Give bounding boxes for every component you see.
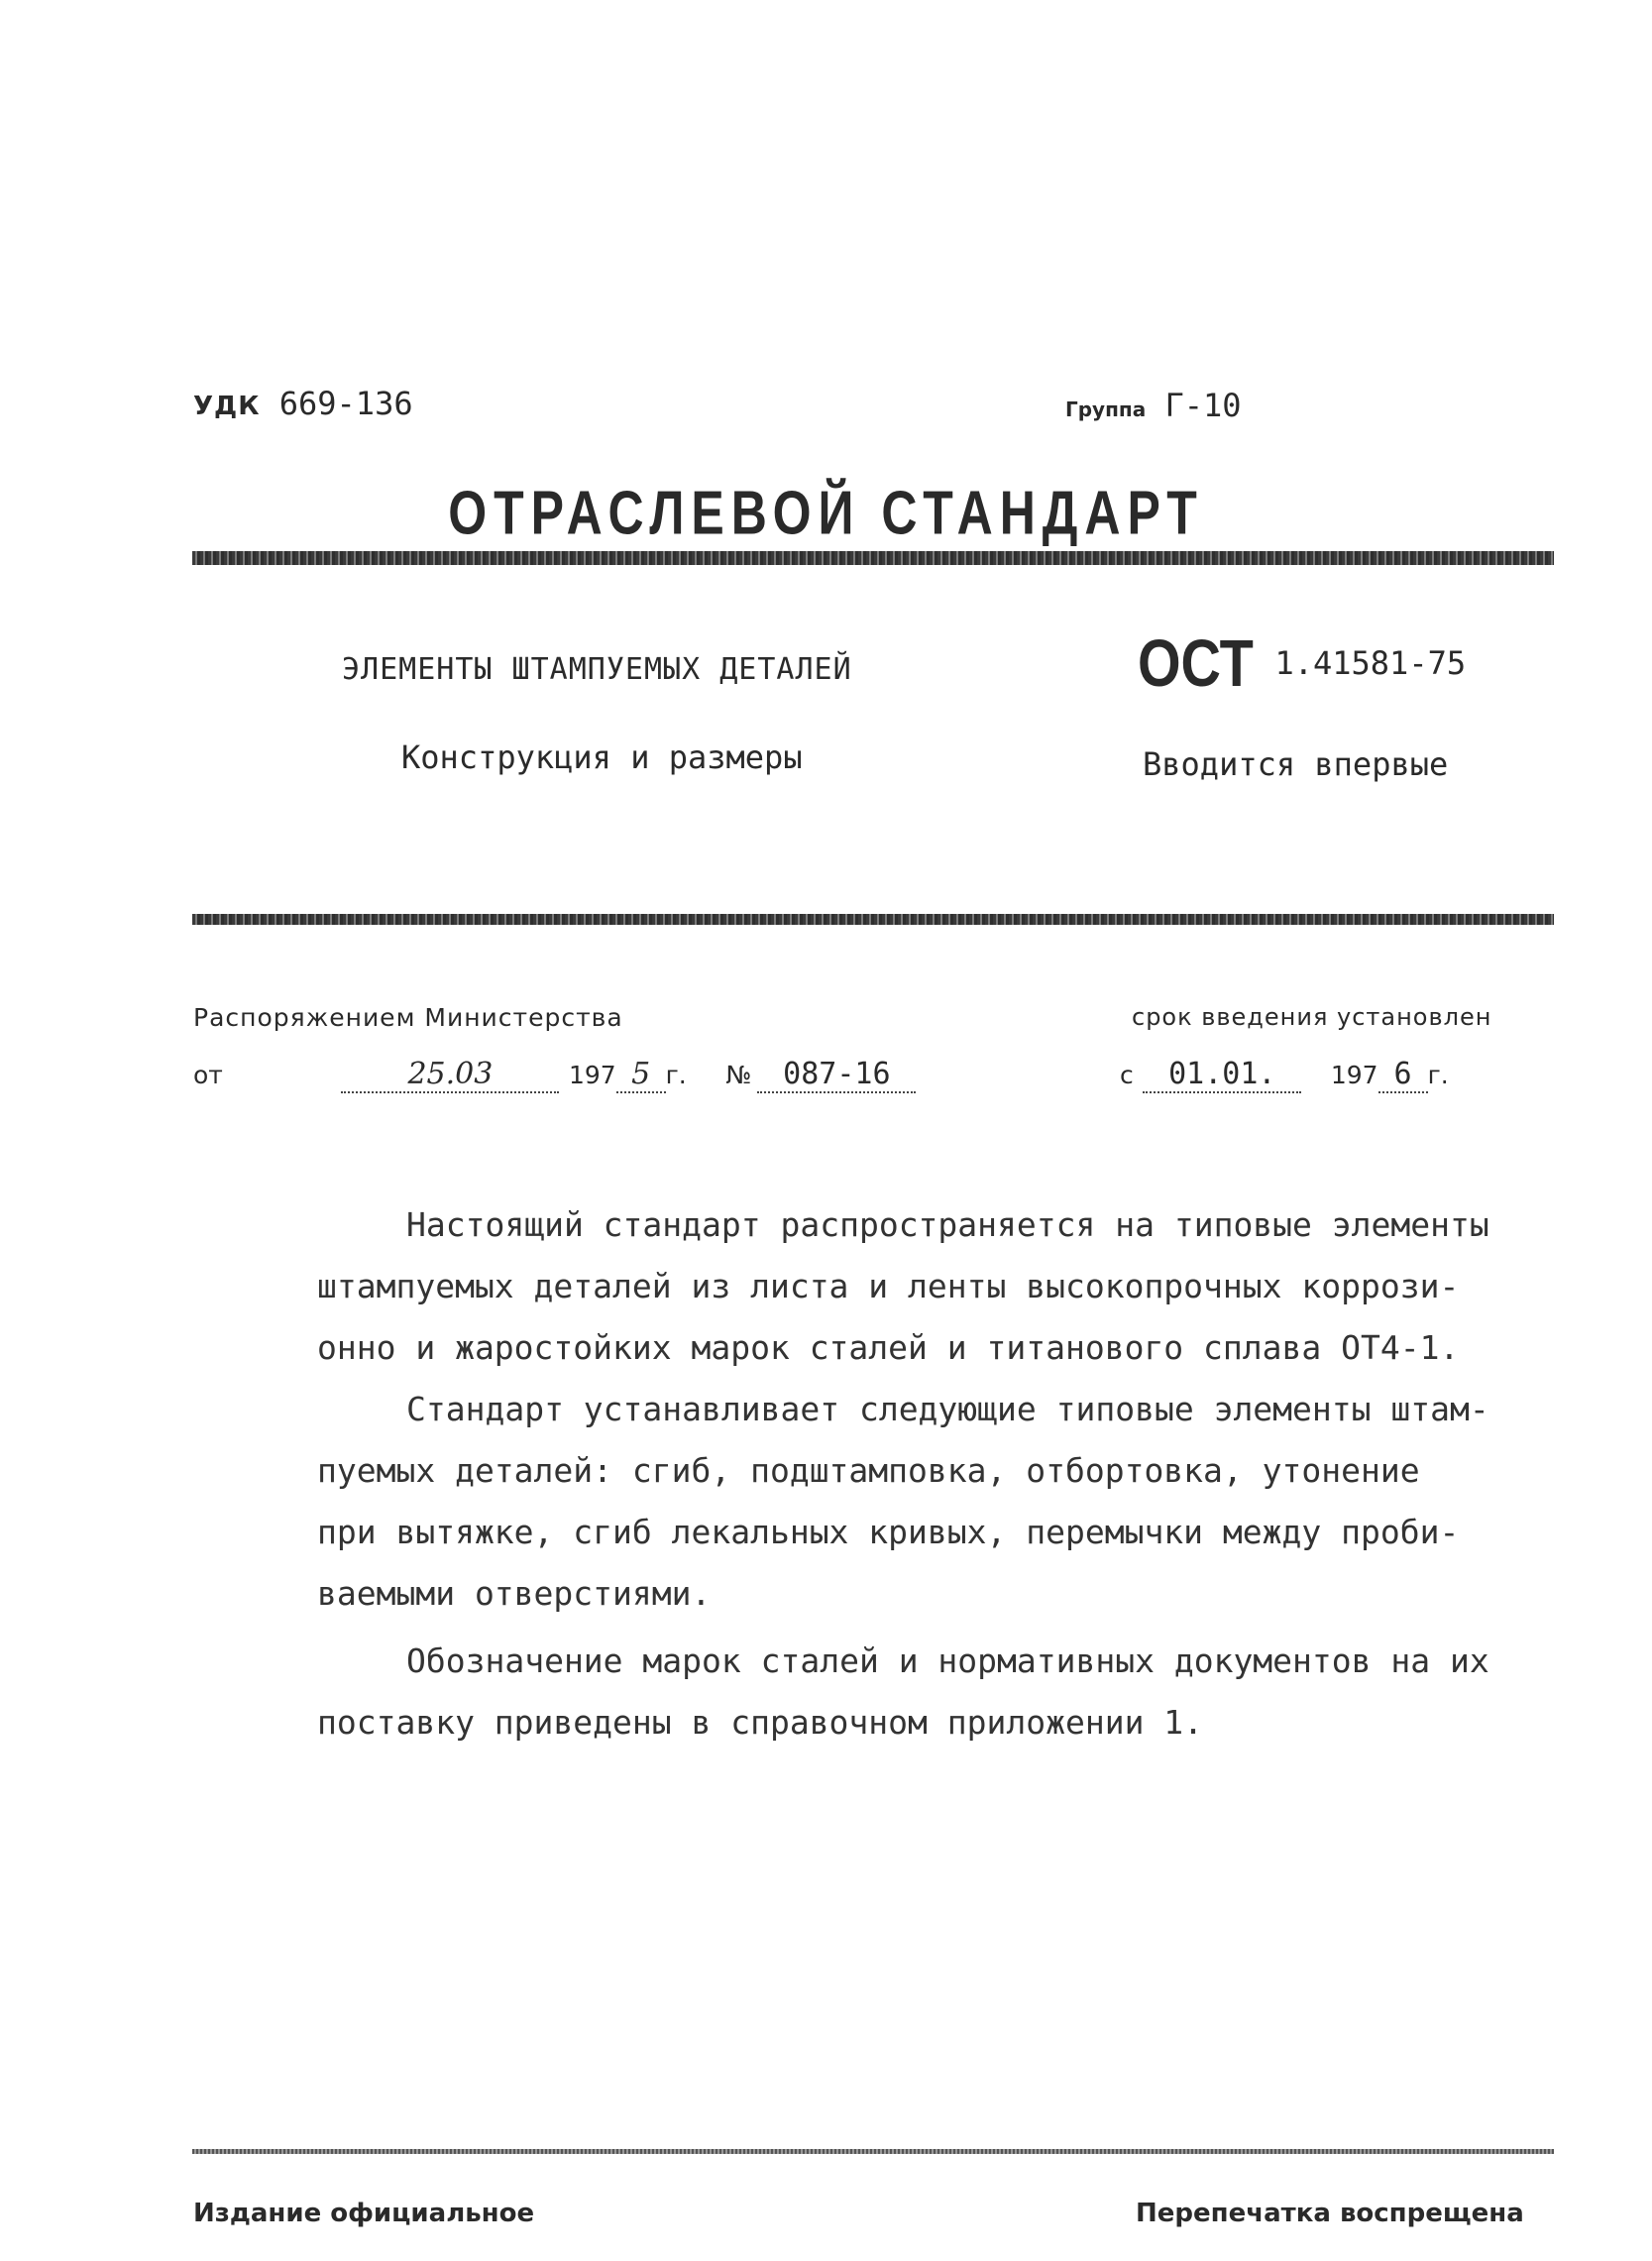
- body-line-9: поставку приведены в справочном приложении 1.: [317, 1703, 1204, 1742]
- body-line-6: при вытяжке, сгиб лекальных кривых, перемычки между проби-: [317, 1513, 1460, 1551]
- udk-number: 669-136: [278, 385, 413, 422]
- body-text: [317, 1194, 1556, 1753]
- body-line-5: пуемых деталей: сгиб, подштамповка, отбортовка, утонение: [317, 1451, 1420, 1490]
- order-number: 087-16: [757, 1057, 916, 1093]
- deadline-year-suffix: г.: [1427, 1061, 1449, 1089]
- title-rule: [192, 551, 1554, 565]
- ost-label: ОСТ: [1138, 624, 1254, 701]
- introduced-note: Вводится впервые: [1143, 745, 1449, 783]
- footer-official-edition: Издание официальное: [193, 2199, 535, 2228]
- deadline-details: [1120, 1057, 1449, 1093]
- standard-subtitle: Конструкция и размеры: [401, 738, 803, 776]
- document-title: ОТРАСЛЕВОЙ СТАНДАРТ: [448, 478, 1204, 547]
- group-label: Группа: [1065, 397, 1147, 421]
- body-line-7: ваемыми отверстиями.: [317, 1574, 712, 1613]
- order-year-prefix: 197: [568, 1061, 616, 1089]
- order-date: 25.03: [341, 1057, 559, 1093]
- section-rule: [192, 914, 1554, 925]
- order-number-label: №: [725, 1061, 752, 1089]
- ost-number: 1.41581-75: [1274, 644, 1467, 682]
- order-from-label: от: [193, 1061, 223, 1089]
- udk-label: УДК: [193, 392, 261, 421]
- deadline-label: срок введения установлен: [1132, 1003, 1492, 1031]
- body-line-3: онно и жаростойких марок сталей и титанового сплава ОТ4-1.: [317, 1328, 1460, 1367]
- udk-line: [193, 385, 413, 422]
- group-line: [1065, 387, 1242, 424]
- deadline-year-prefix: 197: [1330, 1061, 1378, 1089]
- deadline-from-label: с: [1120, 1061, 1134, 1089]
- order-label: Распоряжением Министерства: [193, 1003, 623, 1032]
- body-line-1: Настоящий стандарт распространяется на типовые элементы: [406, 1205, 1489, 1244]
- footer-reprint-prohibited: Перепечатка воспрещена: [1136, 2199, 1524, 2228]
- order-year-digit: 5: [616, 1057, 666, 1093]
- deadline-year-digit: 6: [1378, 1057, 1428, 1093]
- order-year-suffix: г.: [665, 1061, 687, 1089]
- footer-rule: [192, 2149, 1554, 2154]
- standard-subject: ЭЛЕМЕНТЫ ШТАМПУЕМЫХ ДЕТАЛЕЙ: [342, 652, 852, 687]
- order-details: [193, 1057, 916, 1093]
- ost-designation: [1138, 624, 1467, 701]
- body-line-2: штампуемых деталей из листа и ленты высокопрочных коррози-: [317, 1267, 1460, 1305]
- body-line-4: Стандарт устанавливает следующие типовые элементы штам-: [406, 1390, 1489, 1428]
- group-code: Г-10: [1164, 387, 1242, 424]
- deadline-date: 01.01.: [1143, 1057, 1301, 1093]
- body-line-8: Обозначение марок сталей и нормативных документов на их: [406, 1641, 1489, 1680]
